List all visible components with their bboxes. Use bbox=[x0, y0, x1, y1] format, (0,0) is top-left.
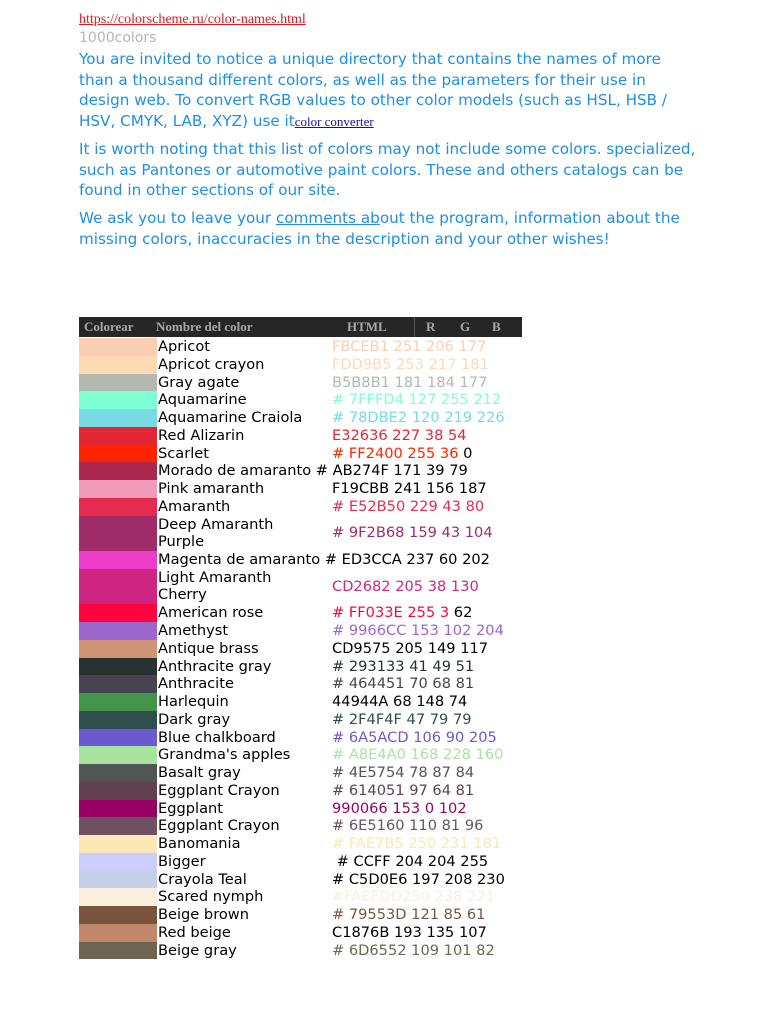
color-swatch bbox=[79, 675, 157, 693]
color-name bbox=[158, 800, 223, 818]
color-code bbox=[332, 871, 505, 889]
color-code bbox=[332, 853, 488, 871]
color-code bbox=[332, 800, 467, 818]
color-name-line-2: Cherry bbox=[158, 586, 207, 604]
color-code bbox=[332, 640, 488, 658]
color-name-line: Scarlet bbox=[158, 444, 209, 462]
color-name-line: Deep Amaranth bbox=[158, 515, 274, 533]
color-code-value: 990066 153 0 102 bbox=[332, 799, 467, 817]
intro-p3-before: We ask you to leave your bbox=[79, 209, 276, 227]
color-code-value: C1876B 193 135 107 bbox=[332, 923, 487, 941]
color-code-value: # A8E4A0 168 228 160 bbox=[332, 746, 504, 764]
color-code-value: # 614051 97 64 81 bbox=[332, 781, 475, 799]
color-code-value: FBCEB1 251 206 177 bbox=[332, 338, 487, 355]
color-code bbox=[332, 409, 505, 427]
table-row bbox=[79, 427, 679, 445]
color-swatch bbox=[79, 374, 157, 392]
color-name bbox=[158, 480, 264, 498]
table-row bbox=[79, 764, 679, 782]
header-divider bbox=[414, 317, 415, 337]
color-code-value: # FAE7B5 250 231 181 bbox=[332, 835, 502, 852]
color-name-line: Harlequin bbox=[158, 693, 229, 710]
color-code-value: # 4E5754 78 87 84 bbox=[332, 764, 475, 781]
comments-link[interactable]: comments ab bbox=[275, 209, 380, 227]
color-swatch bbox=[79, 764, 157, 782]
table-row bbox=[79, 551, 679, 569]
header-b: B bbox=[492, 319, 501, 334]
color-code bbox=[332, 356, 489, 374]
color-name bbox=[158, 374, 239, 392]
color-swatch bbox=[79, 445, 157, 463]
color-code-value: F19CBB 241 156 187 bbox=[332, 480, 487, 497]
color-name-line: Grandma's apples bbox=[158, 746, 291, 764]
color-name-line: Apricot bbox=[158, 338, 210, 355]
color-code-value: # 7FFFD4 127 255 212 bbox=[332, 391, 502, 409]
color-code bbox=[332, 578, 479, 596]
color-code bbox=[332, 817, 483, 835]
color-code bbox=[332, 711, 472, 729]
color-code-tail: 62 bbox=[449, 604, 473, 622]
color-name-line: Gray agate bbox=[158, 373, 240, 391]
color-swatch bbox=[79, 498, 157, 516]
color-name-line: Apricot crayon bbox=[158, 355, 265, 373]
color-name bbox=[158, 853, 206, 871]
color-code bbox=[332, 675, 474, 693]
color-code-value: # 6A5ACD 106 90 205 bbox=[332, 728, 497, 746]
table-row bbox=[79, 569, 679, 605]
color-swatch bbox=[79, 800, 157, 818]
color-swatch bbox=[79, 924, 157, 942]
table-row bbox=[79, 693, 679, 711]
table-row bbox=[79, 746, 679, 764]
color-name bbox=[158, 711, 230, 729]
table-row bbox=[79, 942, 679, 960]
table-row bbox=[79, 640, 679, 658]
color-swatch bbox=[79, 480, 157, 498]
color-code bbox=[332, 942, 495, 960]
color-name-line: Red Alizarin bbox=[158, 426, 245, 444]
color-code bbox=[332, 782, 474, 800]
color-swatch bbox=[79, 640, 157, 658]
color-name-line: Beige brown bbox=[158, 906, 249, 923]
color-name bbox=[158, 942, 237, 960]
table-row bbox=[79, 462, 679, 480]
color-name bbox=[158, 569, 271, 604]
color-name bbox=[158, 675, 234, 693]
color-swatch bbox=[79, 853, 157, 871]
color-name bbox=[158, 924, 231, 942]
color-code-value: # 79553D 121 85 61 bbox=[332, 906, 486, 923]
color-code-value: 44944A 68 148 74 bbox=[332, 693, 468, 710]
color-swatch bbox=[79, 409, 157, 427]
color-name bbox=[158, 516, 273, 551]
color-name-line: Crayola Teal bbox=[158, 870, 247, 888]
table-row bbox=[79, 782, 679, 800]
color-swatch bbox=[79, 711, 157, 729]
intro-paragraph-1 bbox=[79, 49, 699, 132]
color-name bbox=[158, 551, 490, 569]
source-url-link[interactable]: https://colorscheme.ru/color-names.html bbox=[79, 12, 306, 27]
color-swatch bbox=[79, 604, 157, 622]
table-row bbox=[79, 871, 679, 889]
color-code bbox=[332, 338, 486, 356]
table-row bbox=[79, 622, 679, 640]
color-name-line: Anthracite gray bbox=[158, 657, 272, 675]
color-swatch bbox=[79, 427, 157, 445]
color-name-line: Antique brass bbox=[158, 639, 259, 657]
color-name-line: Eggplant Crayon bbox=[158, 817, 280, 835]
color-code-value: # 293133 41 49 51 bbox=[332, 657, 475, 675]
color-code-value: FDD9B5 253 217 181 bbox=[332, 355, 489, 373]
color-name bbox=[158, 338, 210, 356]
color-swatch bbox=[79, 338, 157, 356]
color-name-line: Amaranth bbox=[158, 497, 231, 515]
color-code-value: # 78DBE2 120 219 226 bbox=[332, 409, 505, 426]
color-code bbox=[332, 764, 474, 782]
color-swatch bbox=[79, 817, 157, 835]
color-code-value: # FF2400 255 36 bbox=[332, 444, 459, 462]
color-name bbox=[158, 746, 290, 764]
color-name bbox=[158, 640, 259, 658]
color-name bbox=[158, 498, 230, 516]
color-name-line: Banomania bbox=[158, 835, 241, 852]
color-code-value: # CCFF 204 204 255 bbox=[332, 852, 489, 870]
color-name-line: Anthracite bbox=[158, 675, 234, 693]
color-table-header bbox=[79, 317, 522, 337]
color-name-line: American rose bbox=[158, 604, 264, 622]
color-code-value: # C5D0E6 197 208 230 bbox=[332, 870, 505, 888]
color-code bbox=[332, 427, 467, 445]
table-row bbox=[79, 853, 679, 871]
color-name bbox=[158, 871, 247, 889]
color-name-line: Aquamarine bbox=[158, 391, 247, 409]
color-swatch bbox=[79, 462, 157, 480]
color-name bbox=[158, 888, 263, 906]
color-code bbox=[332, 835, 501, 853]
color-name-line: Light Amaranth bbox=[158, 568, 272, 586]
intro-paragraph-3 bbox=[79, 208, 699, 249]
color-swatch bbox=[79, 888, 157, 906]
color-code-value: # 9966CC 153 102 204 bbox=[332, 622, 504, 639]
table-row bbox=[79, 888, 679, 906]
color-code bbox=[332, 746, 503, 764]
color-code bbox=[332, 445, 472, 463]
color-swatch bbox=[79, 693, 157, 711]
color-code-value: # 6D6552 109 101 82 bbox=[332, 941, 495, 959]
color-name bbox=[158, 729, 276, 747]
color-code-value: B5B8B1 181 184 177 bbox=[332, 373, 488, 391]
color-swatch bbox=[79, 835, 157, 853]
table-row bbox=[79, 445, 679, 463]
color-name bbox=[158, 622, 228, 640]
color-code-value: # 464451 70 68 81 bbox=[332, 675, 475, 693]
table-row bbox=[79, 338, 679, 356]
color-code-value: # E52B50 229 43 80 bbox=[332, 497, 485, 515]
table-row bbox=[79, 374, 679, 392]
color-name bbox=[158, 835, 241, 853]
page-subtitle: 1000colors bbox=[79, 30, 157, 46]
color-code bbox=[332, 391, 501, 409]
color-name-line-2: Purple bbox=[158, 533, 205, 551]
table-row bbox=[79, 906, 679, 924]
table-row bbox=[79, 675, 679, 693]
color-swatch bbox=[79, 551, 157, 569]
color-name bbox=[158, 427, 244, 445]
color-name-line: Beige gray bbox=[158, 941, 237, 959]
color-code-value: # 9F2B68 159 43 104 bbox=[332, 524, 493, 542]
table-row bbox=[79, 817, 679, 835]
table-row bbox=[79, 729, 679, 747]
color-name-line: Blue chalkboard bbox=[158, 728, 276, 746]
color-name bbox=[158, 604, 263, 622]
color-name bbox=[158, 817, 280, 835]
color-name-line: Bigger bbox=[158, 852, 206, 870]
color-name-line: Basalt gray bbox=[158, 764, 241, 781]
color-code bbox=[332, 906, 485, 924]
color-code bbox=[332, 693, 467, 711]
color-code bbox=[332, 658, 474, 676]
color-name bbox=[158, 356, 264, 374]
color-code bbox=[332, 888, 495, 906]
color-name-line: Dark gray bbox=[158, 710, 231, 728]
color-code bbox=[332, 622, 504, 640]
color-name-line: Red beige bbox=[158, 923, 231, 941]
intro-paragraph-2: It is worth noting that this list of colors may not include some colors. specialized, such as Pantones or automotive paint colors. These and others catalogs can be found in other sections of our site. bbox=[79, 140, 696, 200]
color-code bbox=[332, 729, 497, 747]
table-row bbox=[79, 835, 679, 853]
color-code bbox=[332, 480, 487, 498]
color-code bbox=[332, 524, 493, 542]
table-row bbox=[79, 924, 679, 942]
color-swatch bbox=[79, 658, 157, 676]
color-name-line: Aquamarine Craiola bbox=[158, 409, 303, 426]
color-name bbox=[158, 462, 468, 480]
color-code-tail: 0 bbox=[458, 444, 473, 462]
color-code-value: #FAEEDD250 238 221 bbox=[332, 888, 496, 906]
color-swatch bbox=[79, 391, 157, 409]
header-name: Nombre del color bbox=[156, 319, 253, 334]
color-code bbox=[332, 924, 487, 942]
color-name-line: Magenta de amaranto # ED3CCA 237 60 202 bbox=[158, 551, 490, 568]
table-row bbox=[79, 391, 679, 409]
color-swatch bbox=[79, 871, 157, 889]
table-row bbox=[79, 516, 679, 552]
color-name bbox=[158, 764, 241, 782]
color-code-value: E32636 227 38 54 bbox=[332, 426, 467, 444]
table-row bbox=[79, 658, 679, 676]
color-swatch bbox=[79, 942, 157, 960]
color-swatch bbox=[79, 906, 157, 924]
color-name bbox=[158, 658, 271, 676]
color-name bbox=[158, 445, 209, 463]
table-row bbox=[79, 356, 679, 374]
header-r: R bbox=[426, 319, 436, 334]
color-name-line: Amethyst bbox=[158, 622, 229, 639]
color-converter-link[interactable]: color converter bbox=[294, 113, 374, 129]
color-code-value: # 6E5160 110 81 96 bbox=[332, 817, 484, 835]
color-code-value: CD2682 205 38 130 bbox=[332, 577, 479, 595]
intro-p1-text: You are invited to notice a unique directory that contains the names of more than a thousand different colors, as well as the parameters for their use in design web. To convert RGB values to other color models (such as HSL, HSB / HSV, CMYK, LAB, XYZ) use it bbox=[79, 50, 668, 130]
color-name-line: Eggplant Crayon bbox=[158, 781, 280, 799]
table-row bbox=[79, 604, 679, 622]
color-name-line: Eggplant bbox=[158, 799, 223, 817]
color-name bbox=[158, 782, 280, 800]
color-swatch bbox=[79, 729, 157, 747]
color-code bbox=[332, 374, 487, 392]
intro-p3-after: out the program, information about the missing colors, inaccuracies in the description and your other wishes! bbox=[79, 209, 680, 248]
table-row bbox=[79, 409, 679, 427]
color-swatch bbox=[79, 622, 157, 640]
color-name bbox=[158, 409, 302, 427]
color-swatch bbox=[79, 569, 157, 605]
color-name-line: Morado de amaranto # AB274F 171 39 79 bbox=[158, 462, 468, 480]
color-swatch bbox=[79, 746, 157, 764]
color-swatch bbox=[79, 356, 157, 374]
table-row bbox=[79, 711, 679, 729]
table-row bbox=[79, 498, 679, 516]
color-code bbox=[332, 498, 484, 516]
color-name bbox=[158, 906, 249, 924]
color-swatch bbox=[79, 516, 157, 552]
header-swatch: Colorear bbox=[84, 319, 134, 334]
header-html: HTML bbox=[347, 319, 387, 334]
table-row bbox=[79, 480, 679, 498]
color-swatch bbox=[79, 782, 157, 800]
color-name bbox=[158, 391, 247, 409]
color-name bbox=[158, 693, 229, 711]
color-name-line: Pink amaranth bbox=[158, 480, 265, 497]
color-code-value: # 2F4F4F 47 79 79 bbox=[332, 710, 472, 728]
table-row bbox=[79, 800, 679, 818]
color-code-value: CD9575 205 149 117 bbox=[332, 639, 489, 657]
color-code-value: # FF033E 255 3 bbox=[332, 604, 450, 622]
header-g: G bbox=[460, 319, 471, 334]
color-name-line: Scared nymph bbox=[158, 888, 264, 906]
color-code bbox=[332, 604, 472, 622]
